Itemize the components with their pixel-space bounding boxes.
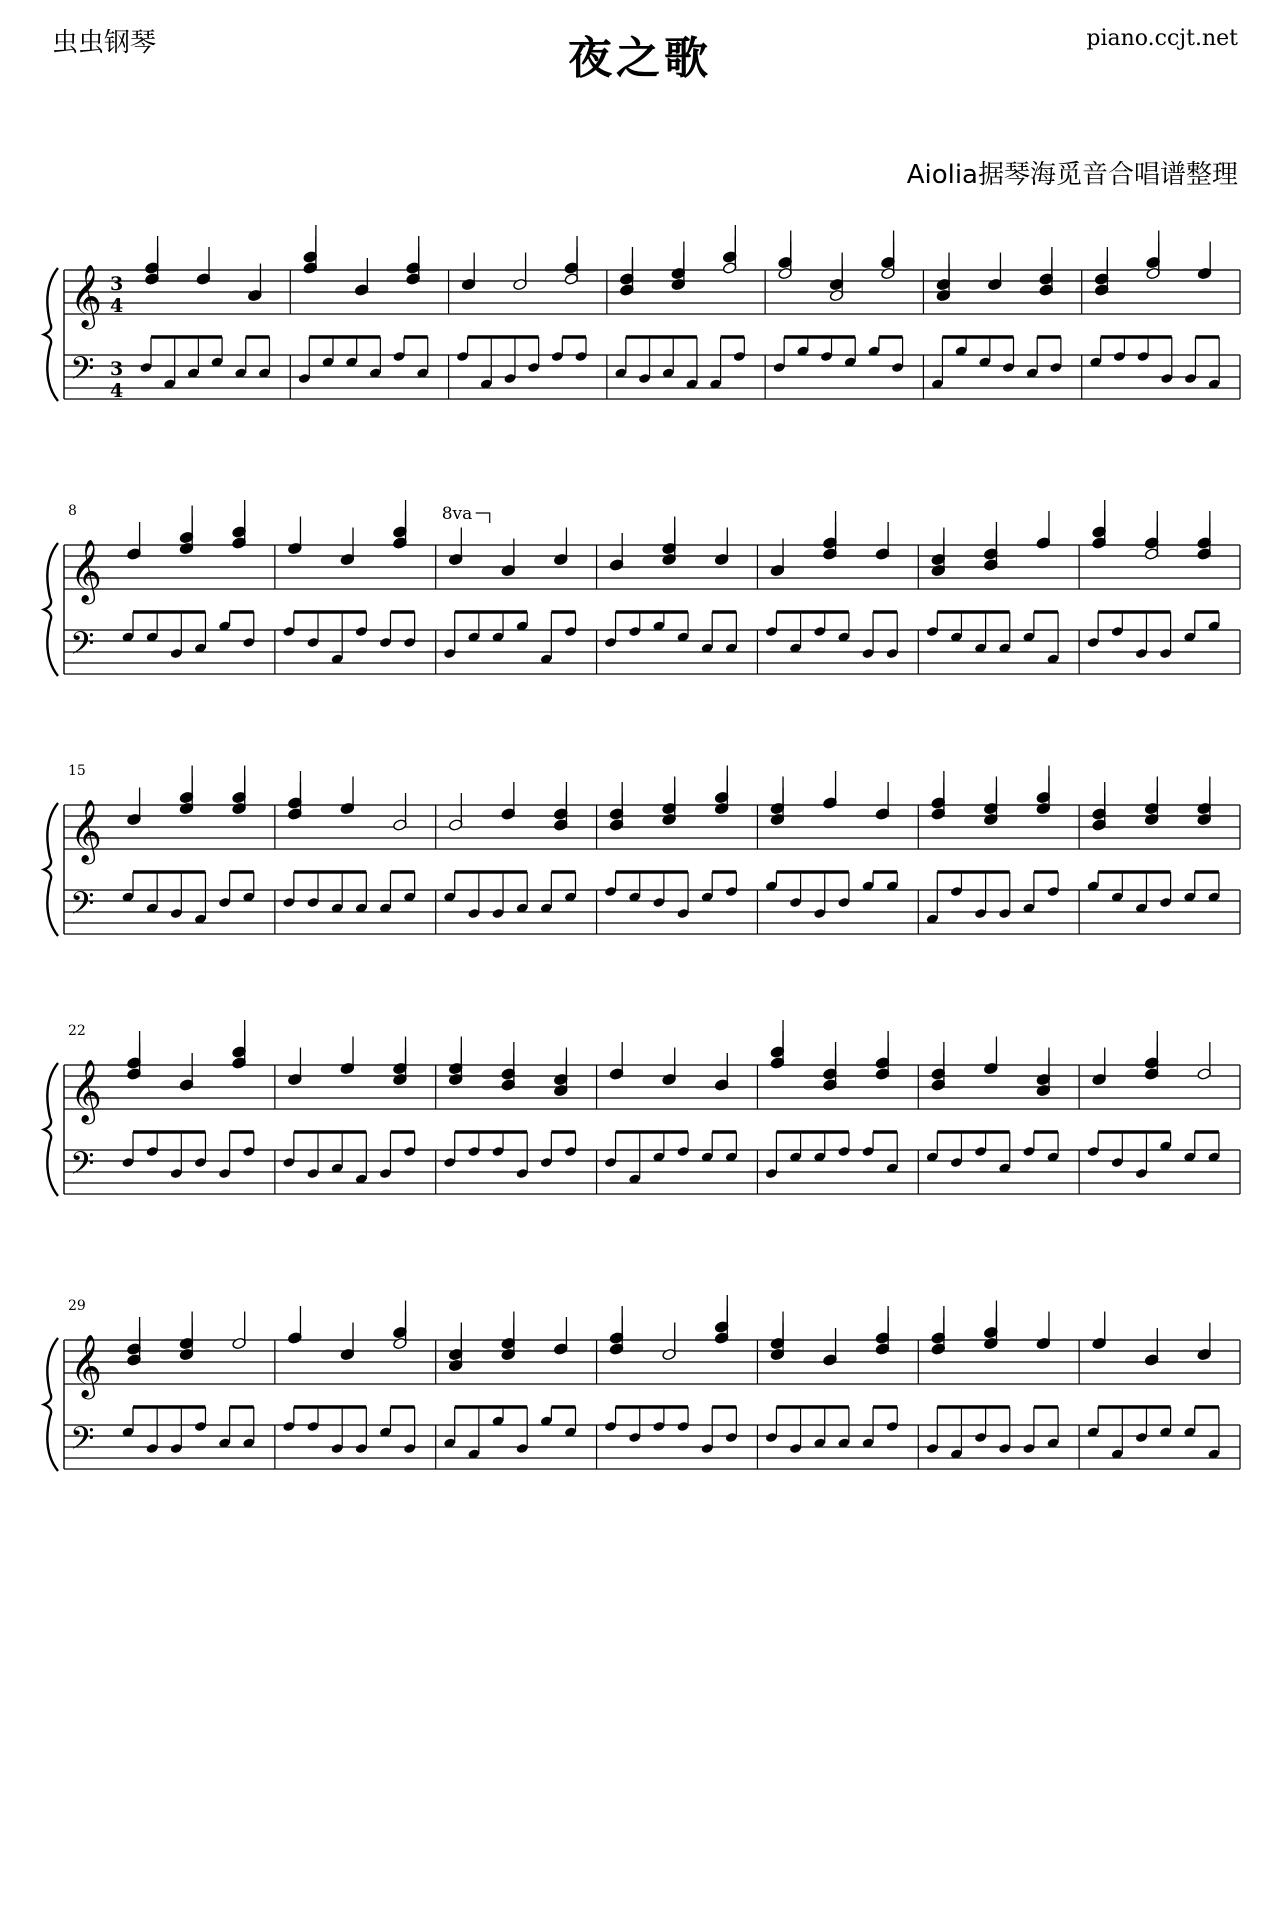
measure-number: 22 [68,1023,86,1039]
bass-clef: 𝄢 [70,1420,95,1464]
staff-system [44,500,1240,676]
treble-clef: 𝄞 [70,264,102,327]
staff-system [44,1020,1240,1196]
treble-clef: 𝄞 [70,1334,102,1397]
brace [44,1063,58,1196]
brace [44,543,58,676]
measure-number: 8 [68,503,77,519]
ottava-bracket [476,513,490,523]
measure-number: 15 [68,763,86,779]
brace [44,268,58,401]
time-signature-top: 3 [110,273,124,295]
arranger-credit: Aiolia据琴海觅音合唱谱整理 [906,160,1238,190]
time-signature-bottom: 4 [110,380,124,402]
bass-clef: 𝄢 [70,350,95,394]
treble-clef: 𝄞 [70,539,102,602]
bass-clef: 𝄢 [70,885,95,929]
bass-clef: 𝄢 [70,625,95,669]
measure-number: 29 [68,1298,86,1314]
treble-clef: 𝄞 [70,1059,102,1122]
time-signature-bottom: 4 [110,295,124,317]
site-url: piano.ccjt.net [1086,26,1238,51]
piece-title: 夜之歌 [568,33,712,84]
staff-system [44,1295,1240,1471]
treble-clef: 𝄞 [70,799,102,862]
staff-system [44,225,1240,402]
ottava-mark: 8va [441,504,473,524]
brace [44,1338,58,1471]
bass-clef: 𝄢 [70,1145,95,1189]
time-signature-top: 3 [110,358,124,380]
site-name: 虫虫钢琴 [52,28,157,58]
staff-system [44,763,1240,936]
brace [44,803,58,936]
